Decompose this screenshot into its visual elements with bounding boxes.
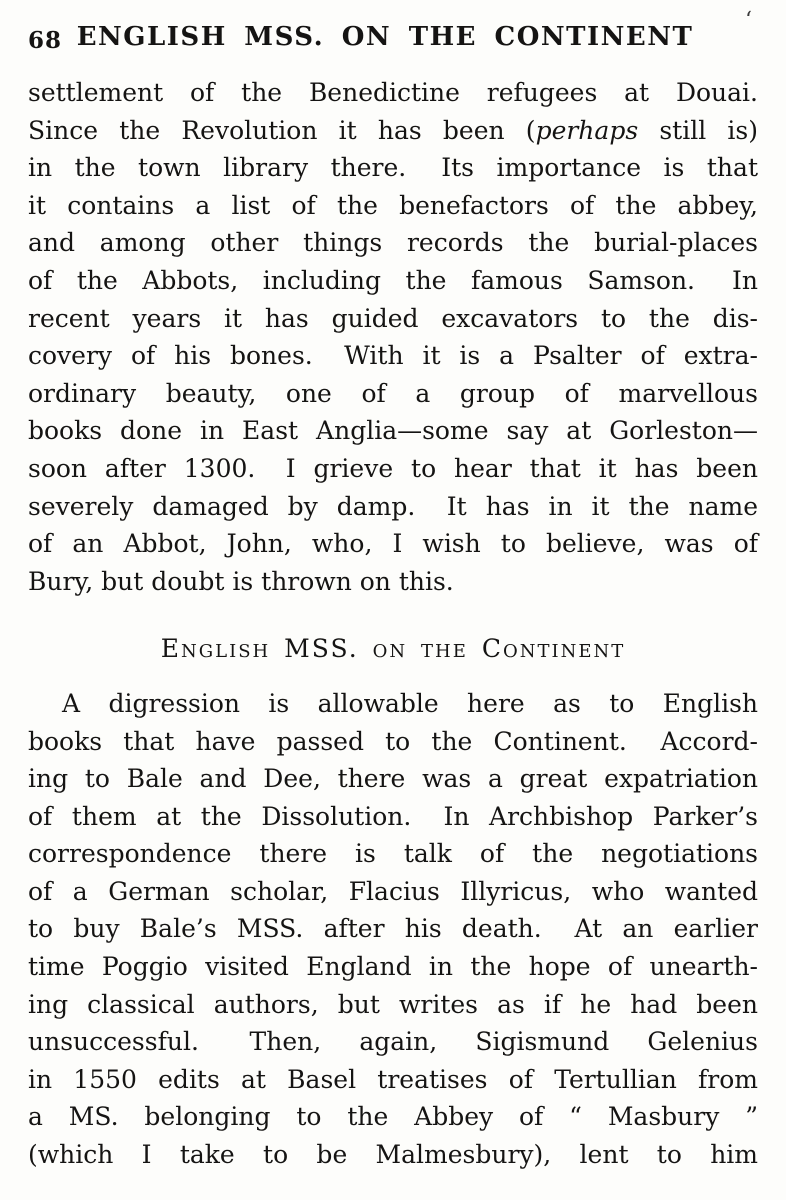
text-line: books that have passed to the Continent. Accord- xyxy=(28,726,758,756)
text-line: soon after 1300. I grieve to hear that it has been xyxy=(28,453,758,483)
text-line: in 1550 edits at Basel treatises of Tertullian from xyxy=(28,1064,758,1094)
text-line: it contains a list of the benefactors of the abbey, xyxy=(28,190,758,220)
text-line xyxy=(28,112,758,150)
text-line: ing to Bale and Dee, there was a great expatriation xyxy=(28,764,758,794)
text-segment: Since the Revolution it has been ( xyxy=(28,115,536,145)
text-line: ordinary beauty, one of a group of marvellous xyxy=(28,378,758,408)
page-body xyxy=(28,74,758,1174)
text-line: of them at the Dissolution. In Archbishop Parker’s xyxy=(28,801,758,831)
running-head: ENGLISH MSS. ON THE CONTINENT xyxy=(76,22,694,52)
page-header xyxy=(28,8,758,62)
page-number: 68 xyxy=(28,27,63,54)
section-heading: English MSS. on the Continent xyxy=(160,634,626,664)
text-line: to buy Bale’s MSS. after his death. At an earlier xyxy=(28,914,758,944)
text-line: severely damaged by damp. It has in it the name xyxy=(28,491,758,521)
text-line: covery of his bones. With it is a Psalter of extra- xyxy=(28,341,758,371)
text-line: of a German scholar, Flacius Illyricus, who wanted xyxy=(28,876,758,906)
text-line: settlement of the Benedictine refugees at Douai. xyxy=(28,78,758,107)
text-line: of the Abbots, including the famous Samson. In xyxy=(28,265,758,295)
text-line: recent years it has guided excavators to the dis- xyxy=(28,303,758,333)
text-line: A digression is allowable here as to English xyxy=(62,688,758,718)
text-line: in the town library there. Its importance is that xyxy=(28,153,758,183)
text-line: and among other things records the burial-places xyxy=(28,228,758,258)
text-line: ing classical authors, but writes as if he had been xyxy=(28,989,758,1019)
text-line: Bury, but doubt is thrown on this. xyxy=(28,566,454,596)
text-line: a MS. belonging to the Abbey of “ Masbury ” xyxy=(28,1102,758,1132)
text-line: (which I take to be Malmesbury), lent to him xyxy=(28,1140,758,1170)
text-line: correspondence there is talk of the negotiations xyxy=(28,839,758,869)
italic-text: perhaps xyxy=(535,115,639,145)
text-line: of an Abbot, John, who, I wish to believe, was of xyxy=(28,529,758,559)
text-line: unsuccessful. Then, again, Sigismund Gelenius xyxy=(28,1027,758,1057)
paragraph-1 xyxy=(28,74,758,600)
scan-artifact-mark: ‘ xyxy=(745,8,752,33)
text-segment: still is) xyxy=(638,115,758,145)
text-line: books done in East Anglia—some say at Gorleston— xyxy=(28,416,758,446)
paragraph-2 xyxy=(28,685,758,1174)
text-line: time Poggio visited England in the hope of unearth- xyxy=(28,952,758,982)
